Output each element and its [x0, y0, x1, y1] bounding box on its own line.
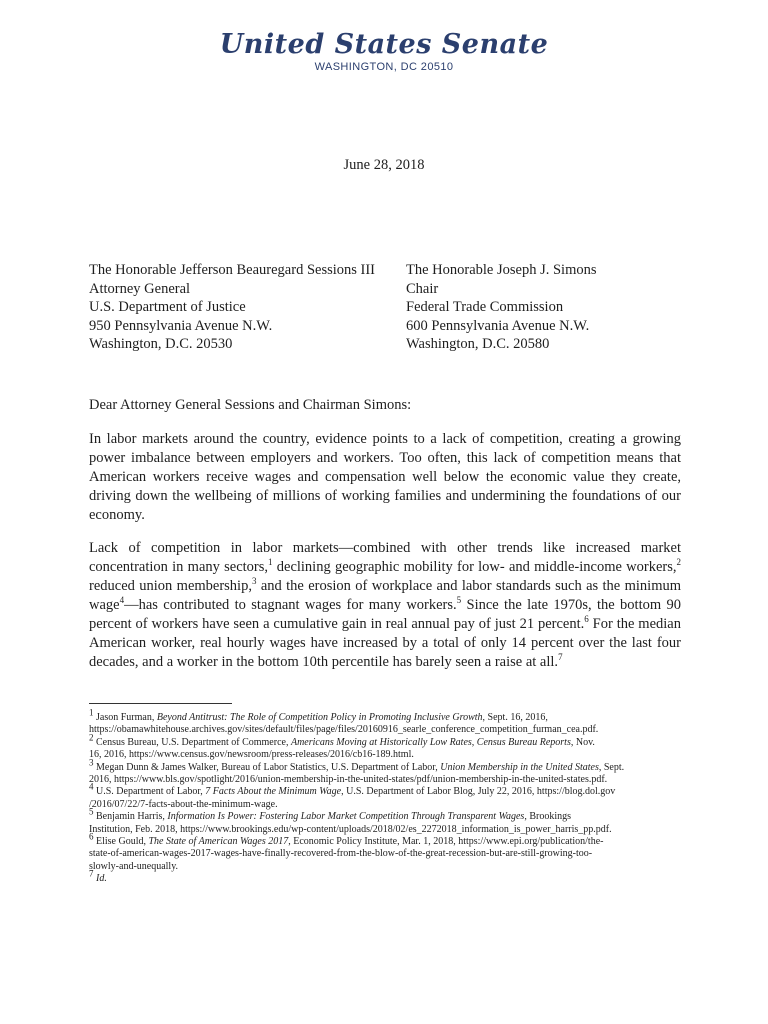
- footnote-1: [89, 707, 689, 737]
- salutation: Dear Attorney General Sessions and Chairman Simons:: [89, 397, 412, 413]
- recipient-organization: Federal Trade Commission: [406, 299, 564, 315]
- footnote-title: Information Is Power: Fostering Labor Market Competition Through Transparent Wages: [167, 811, 525, 823]
- body-paragraph-1: In labor markets around the country, evidence points to a lack of competition, creating a growing power imbalance between employers and workers. Too often, this lack of competition means that American workers receive wages and compensation well below the economic value they create, driving down the wellbeing of millions of working families and undermining the foundations of our economy.: [89, 431, 681, 523]
- footnote-ref: 2: [676, 557, 681, 568]
- paragraph-text: Since the late 1970s, the bottom 90 percent of workers have seen a cumulative gain in real annual pay of just 21 percent.: [89, 597, 681, 632]
- footnote-divider: [89, 703, 232, 704]
- footnote-number: 4: [89, 782, 94, 793]
- footnote-text: , Brookings: [524, 811, 571, 823]
- recipient-city: Washington, D.C. 20530: [89, 336, 233, 352]
- footnote-ref: 4: [119, 595, 125, 606]
- recipient-street: 600 Pennsylvania Avenue N.W.: [406, 317, 590, 334]
- footnote-3: [89, 757, 689, 787]
- footnote-5: [89, 806, 689, 836]
- footnote-text: Megan Dunn & James Walker, Bureau of Labor Statistics, U.S. Department of Labor,: [93, 761, 441, 773]
- footnotes: [89, 707, 689, 886]
- recipient-organization: U.S. Department of Justice: [89, 299, 246, 315]
- footnote-text: , Sept.: [598, 761, 625, 773]
- footnote-text: https://obamawhitehouse.archives.gov/sites/default/files/page/files/20160916_searle_conference_competition_furman_cea.pdf.: [89, 724, 599, 736]
- footnote-title: Union Membership in the United States: [440, 761, 599, 773]
- footnote-title: The State of American Wages 2017: [148, 836, 289, 848]
- letterhead-location: WASHINGTON, DC 20510: [314, 61, 454, 73]
- footnote-number: 7: [89, 868, 94, 879]
- footnote-title: Americans Moving at Historically Low Rates, Census Bureau Reports: [290, 736, 571, 748]
- footnote-2: [89, 732, 689, 762]
- letterhead: [0, 30, 768, 73]
- footnote-ref: 7: [558, 652, 563, 663]
- footnote-text: , U.S. Department of Labor Blog, July 22, 2016, https://blog.dol.gov: [341, 786, 616, 798]
- footnote-text: 2016, https://www.bls.gov/spotlight/2016/union-membership-in-the-united-states/pdf/union-membership-in-the-united-states.pdf.: [89, 774, 608, 786]
- footnote-number: 3: [89, 757, 94, 768]
- footnote-7: [89, 868, 689, 885]
- paragraph-text: Lack of competition in labor markets—combined with other trends like increased market concentration in many sectors,: [89, 540, 681, 575]
- footnote-title: Beyond Antitrust: The Role of Competition Policy in Promoting Inclusive Growth: [156, 712, 483, 723]
- footnote-ref: 1: [268, 557, 273, 568]
- footnote-text: Jason Furman,: [93, 712, 157, 723]
- letter-date: June 28, 2018: [343, 157, 425, 173]
- footnote-text: Elise Gould,: [93, 836, 149, 848]
- recipient-street: 950 Pennsylvania Avenue N.W.: [89, 317, 273, 334]
- footnote-4: [89, 782, 689, 811]
- footnote-text: Benjamin Harris,: [93, 811, 168, 823]
- recipient-name: The Honorable Jefferson Beauregard Sessions III: [89, 262, 376, 278]
- recipient-address-ftc: [406, 261, 597, 354]
- footnote-number: 5: [89, 806, 94, 817]
- footnote-text: slowly-and-unequally.: [89, 860, 179, 872]
- recipient-title: Chair: [406, 280, 439, 297]
- footnote-text: , Economic Policy Institute, Mar. 1, 2018, https://www.epi.org/publication/the-: [288, 836, 604, 848]
- recipient-title: Attorney General: [89, 280, 191, 297]
- footnote-text: , Sept. 16, 2016,: [482, 712, 548, 723]
- footnote-number: 6: [89, 831, 94, 842]
- footnote-text: U.S. Department of Labor,: [93, 786, 206, 798]
- footnote-number: 2: [89, 732, 94, 743]
- footnote-title: Id.: [96, 873, 107, 885]
- paragraph-text: reduced union membership,: [89, 578, 252, 594]
- paragraph-text: declining geographic mobility for low- and middle-income workers,: [272, 559, 677, 575]
- footnote-text: Institution, Feb. 2018, https://www.brookings.edu/wp-content/uploads/2018/02/es_2272018_information_is_power_harris_pp.pdf.: [89, 823, 612, 835]
- footnote-ref: 6: [584, 614, 589, 625]
- paragraph-text: For the median American worker, real hourly wages have increased by a total of only 14 percent over the last four decades, and a worker in the bottom 10th percentile has barely seen a raise at all.: [89, 616, 681, 670]
- footnote-6: [89, 831, 689, 873]
- footnote-title: 7 Facts About the Minimum Wage: [205, 786, 342, 798]
- recipient-name: The Honorable Joseph J. Simons: [406, 262, 597, 278]
- footnote-text: Census Bureau, U.S. Department of Commerce,: [93, 736, 291, 748]
- paragraph-text: and the erosion of workplace and labor standards such as the minimum wage: [89, 578, 682, 613]
- footnote-text: 16, 2016, https://www.census.gov/newsroom/press-releases/2016/cb16-189.html.: [89, 749, 414, 761]
- footnote-text: /2016/07/22/7-facts-about-the-minimum-wage.: [89, 798, 278, 810]
- footnote-number: 1: [89, 707, 94, 718]
- footnote-text: state-of-american-wages-2017-wages-have-finally-recovered-from-the-blow-of-the-great-recession-but-are-still-growing-too-: [89, 848, 593, 860]
- letterhead-title: United States Senate: [219, 29, 549, 60]
- paragraph-text: —has contributed to stagnant wages for many workers.: [124, 597, 457, 613]
- body-paragraph-2: [89, 539, 681, 672]
- recipient-city: Washington, D.C. 20580: [406, 336, 550, 352]
- footnote-ref: 3: [251, 576, 257, 587]
- recipient-address-doj: [89, 261, 375, 354]
- footnote-text: , Nov.: [570, 736, 595, 748]
- footnote-ref: 5: [456, 595, 462, 606]
